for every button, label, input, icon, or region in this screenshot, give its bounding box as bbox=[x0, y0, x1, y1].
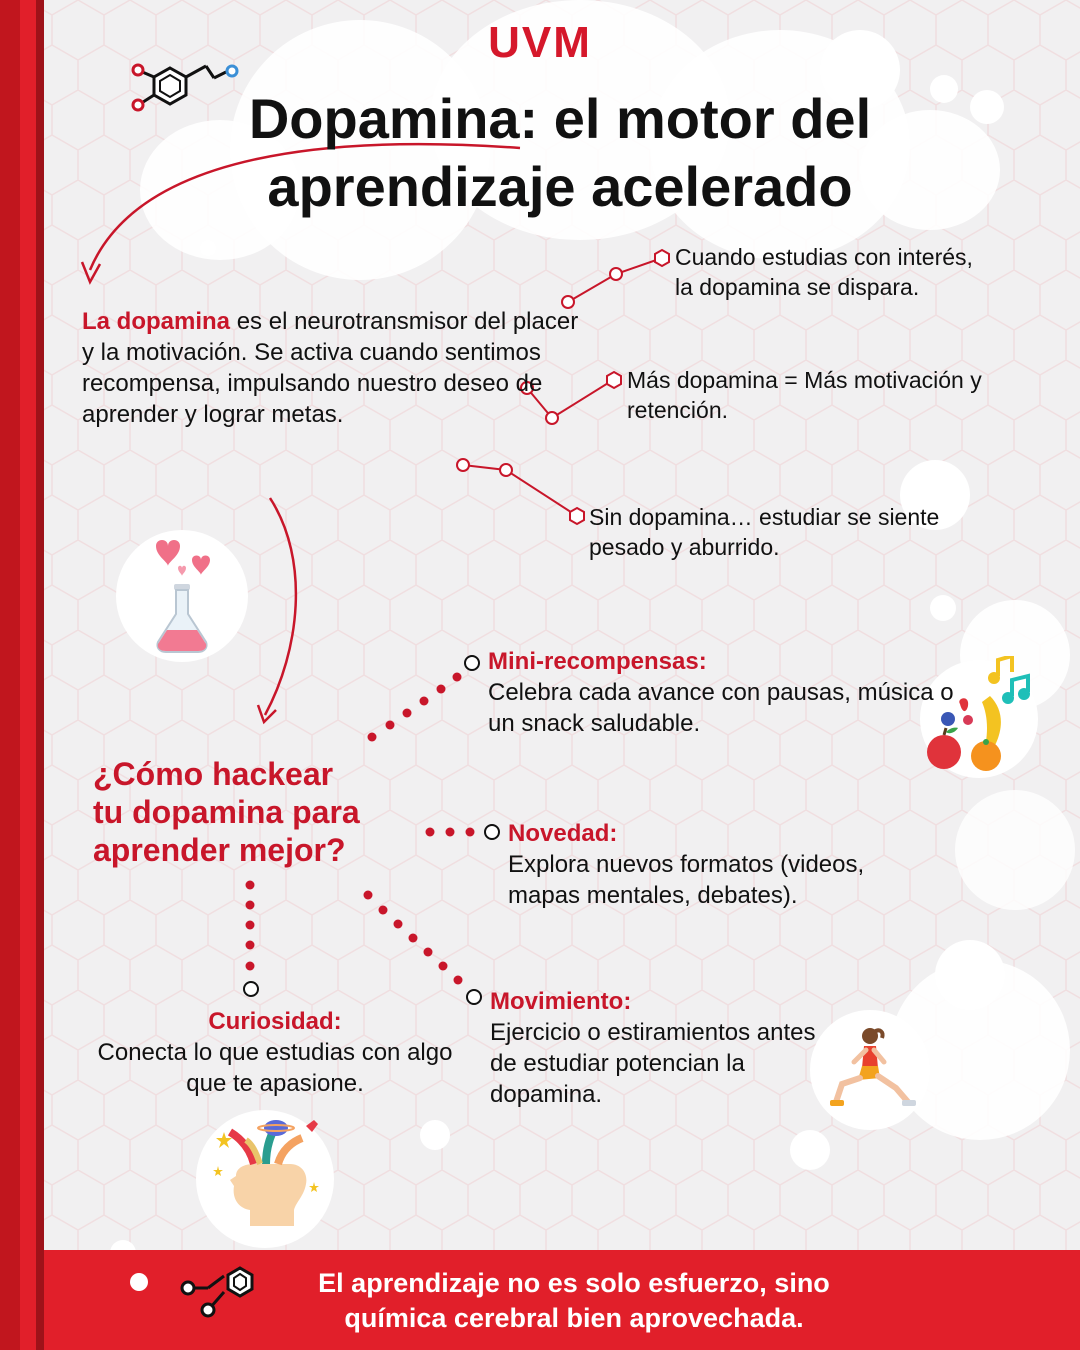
tip-title: Curiosidad: bbox=[208, 1008, 342, 1035]
tip-text: Celebra cada avance con pausas, música o un snack saludable. bbox=[488, 679, 954, 737]
tip-text: Ejercicio o estiramientos antes de estudiar potencian la dopamina. bbox=[490, 1019, 816, 1108]
tip-movimiento bbox=[490, 986, 830, 1110]
flask-hearts-icon bbox=[136, 530, 228, 656]
question-line: aprender mejor? bbox=[93, 832, 346, 868]
title-line: Dopamina: el motor del bbox=[248, 87, 872, 150]
brain-ideas-icon bbox=[210, 1118, 326, 1230]
question-line: tu dopamina para bbox=[93, 794, 360, 830]
question-heading bbox=[93, 755, 433, 869]
footer-text bbox=[264, 1266, 884, 1336]
tip-novedad bbox=[508, 818, 888, 911]
tip-mini-recompensas bbox=[488, 646, 968, 739]
tip-title: Mini-recompensas: bbox=[488, 648, 707, 675]
footer-line: química cerebral bien aprovechada. bbox=[344, 1303, 804, 1333]
molecule-footer-icon bbox=[180, 1264, 260, 1322]
fact-item: Más dopamina = Más motivación y retención. bbox=[627, 367, 982, 423]
exercise-woman-icon bbox=[828, 1022, 918, 1110]
fact-item: Sin dopamina… estudiar se siente pesado y aburrido. bbox=[589, 504, 940, 560]
bubble-decoration bbox=[130, 1273, 148, 1291]
tip-text: Explora nuevos formatos (videos, mapas mentales, debates). bbox=[508, 851, 865, 909]
intro-paragraph bbox=[82, 306, 582, 430]
tip-curiosidad bbox=[90, 1006, 460, 1099]
title-line: aprendizaje acelerado bbox=[267, 155, 853, 218]
tip-title: Movimiento: bbox=[490, 988, 632, 1015]
page-title bbox=[160, 85, 960, 221]
question-line: ¿Cómo hackear bbox=[93, 756, 334, 792]
tip-text: Conecta lo que estudias con algo que te apasione. bbox=[97, 1039, 453, 1097]
tip-title: Novedad: bbox=[508, 820, 618, 847]
intro-highlight: La dopamina bbox=[82, 308, 231, 335]
footer-line: El aprendizaje no es solo esfuerzo, sino bbox=[318, 1268, 830, 1298]
intro-text: es el neurotransmisor del placer y la motivación. Se activa cuando sentimos recompensa, impulsando nuestro deseo de aprender y lograr metas. bbox=[82, 308, 579, 428]
fact-item: Cuando estudias con interés, la dopamina se dispara. bbox=[675, 244, 973, 300]
uvm-logo: UVM bbox=[488, 18, 592, 67]
